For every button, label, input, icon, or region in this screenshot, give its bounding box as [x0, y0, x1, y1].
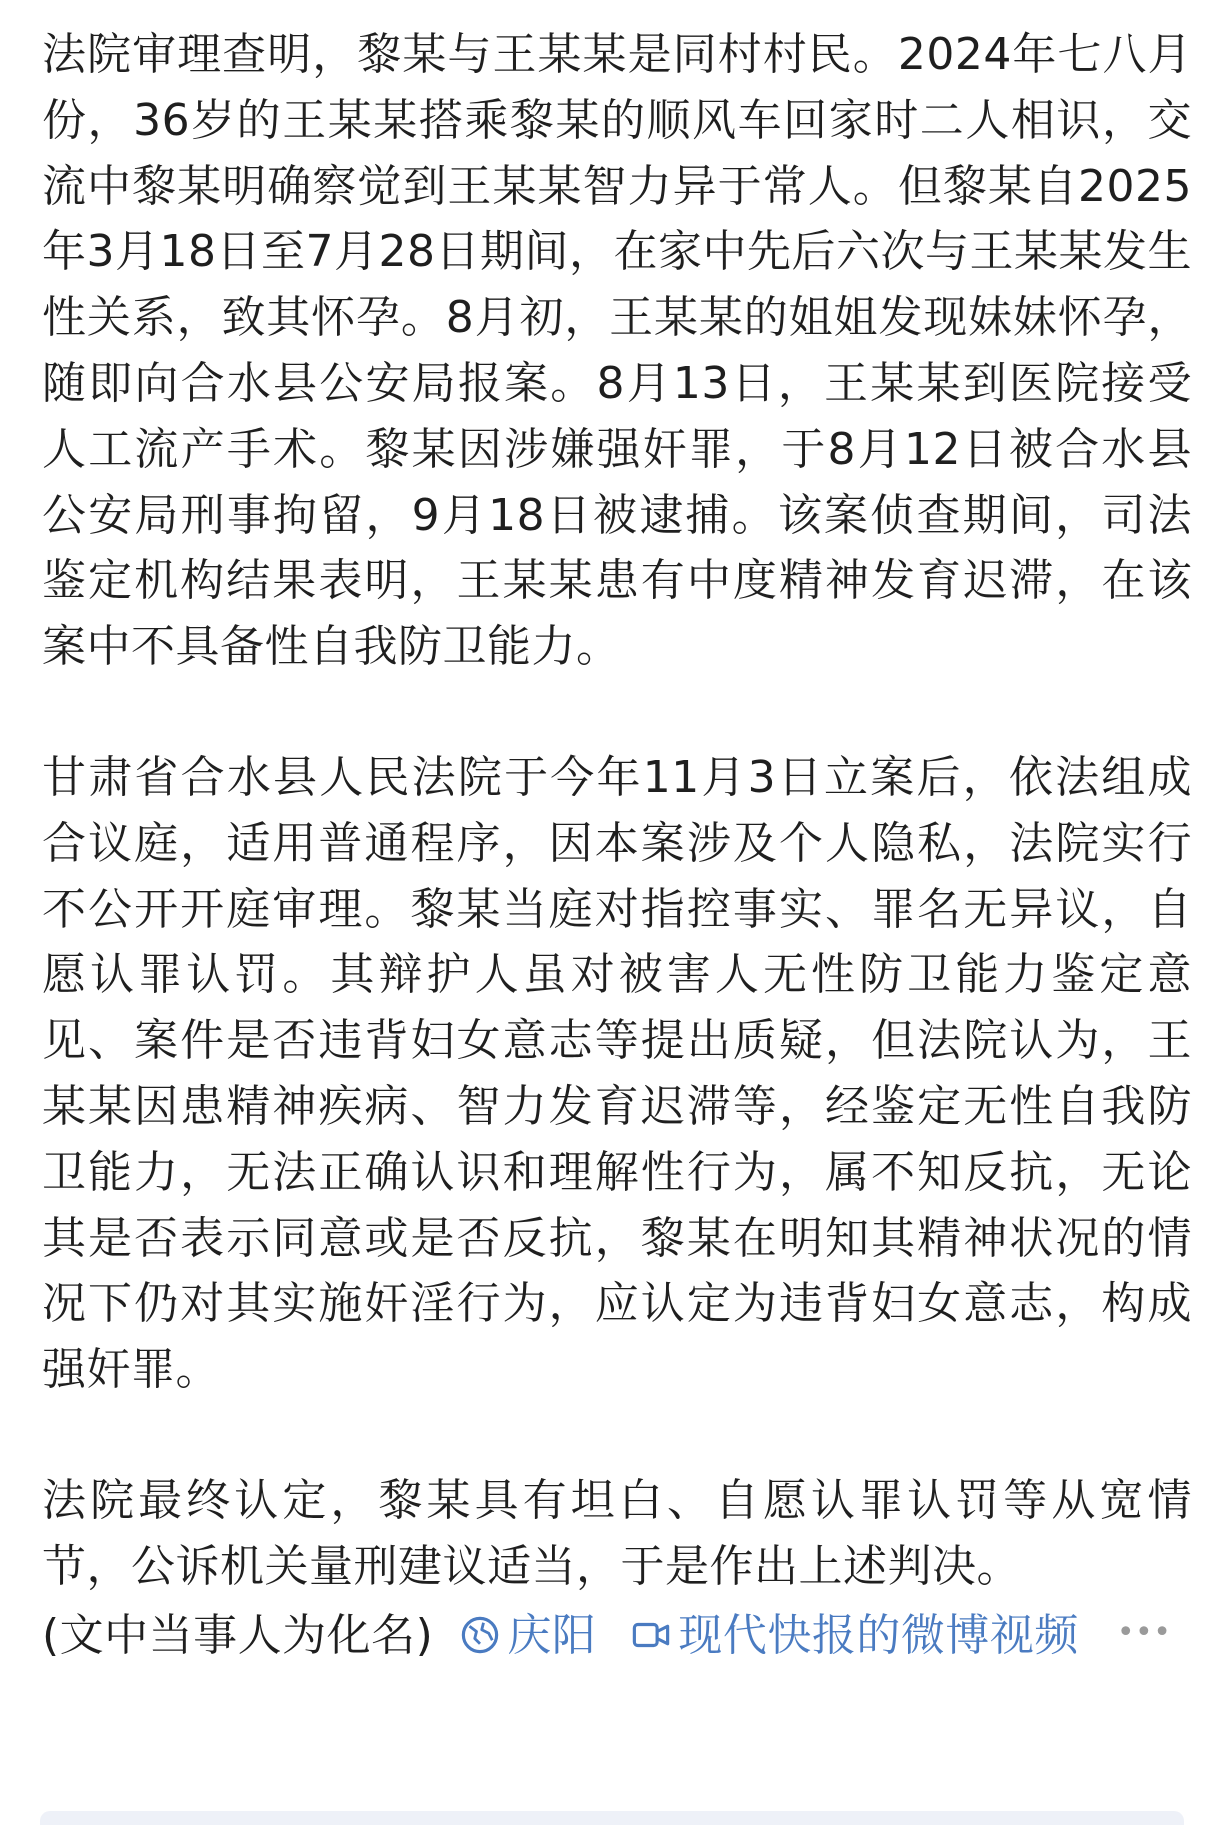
- paragraph-1: 法院审理查明，黎某与王某某是同村村民。2024年七八月份，36岁的王某某搭乘黎某的顺风车回家时二人相识，交流中黎某明确察觉到王某某智力异于常人。但黎某自2025年3月18日至7月28日期间，在家中先后六次与王某某发生性关系，致其怀孕。8月初，王某某的姐姐发现妹妹怀孕，随即向合水县公安局报案。8月13日，王某某到医院接受人工流产手术。黎某因涉嫌强奸罪，于8月12日被合水县公安局刑事拘留，9月18日被逮捕。该案侦查期间，司法鉴定机构结果表明，王某某患有中度精神发育迟滞，在该案中不具备性自我防卫能力。: [42, 29, 1192, 673]
- location-link[interactable]: [459, 1603, 596, 1669]
- location-link-label: 庆阳: [507, 1609, 597, 1661]
- video-icon: [630, 1614, 672, 1656]
- paragraph-2: 甘肃省合水县人民法院于今年11月3日立案后，依法组成合议庭，适用普通程序，因本案涉及个人隐私，法院实行不公开开庭审理。黎某当庭对指控事实、罪名无异议，自愿认罪认罚。其辩护人虽对被害人无性防卫能力鉴定意见、案件是否违背妇女意志等提出质疑，但法院认为，王某某因患精神疾病、智力发育迟滞等，经鉴定无性自我防卫能力，无法正确认识和理解性行为，属不知反抗，无论其是否表示同意或是否反抗，黎某在明知其精神状况的情况下仍对其实施奸淫行为，应认定为违背妇女意志，构成强奸罪。: [42, 751, 1192, 1396]
- video-link[interactable]: [630, 1603, 1079, 1669]
- location-icon: [459, 1614, 501, 1656]
- video-link-label: 现代快报的微博视频: [678, 1609, 1079, 1661]
- article-footer-line: [42, 1600, 1192, 1672]
- article-body: [42, 22, 1192, 1671]
- pseudonym-note: (文中当事人为化名): [42, 1609, 434, 1661]
- paragraph-3-text: 法院最终认定，黎某具有坦白、自愿认罪认罚等从宽情节，公诉机关量刑建议适当，于是作出上述判决。: [42, 1474, 1192, 1592]
- more-dots-icon[interactable]: •••: [1116, 1614, 1172, 1650]
- paragraph-3: [42, 1468, 1192, 1671]
- bottom-panel-edge: [40, 1811, 1184, 1825]
